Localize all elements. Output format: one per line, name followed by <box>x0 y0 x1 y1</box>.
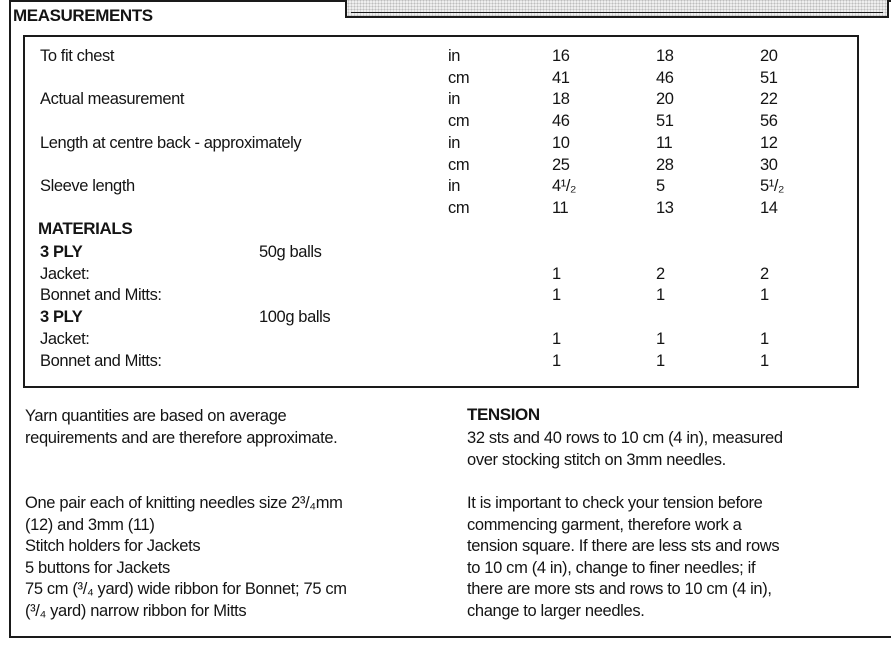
tension-advice <box>467 493 779 623</box>
measurement-row <box>25 134 857 156</box>
measurement-label: Sleeve length <box>40 177 135 196</box>
measurement-row <box>25 199 857 221</box>
quantity-value: 2 <box>760 264 769 283</box>
unit-label: cm <box>448 155 470 174</box>
quantity-value: 1 <box>656 351 665 370</box>
size-value: 18 <box>656 47 674 65</box>
size-value: 22 <box>760 90 778 109</box>
size-value: 28 <box>656 155 674 174</box>
size-value: 20 <box>656 90 674 109</box>
quantity-value: 1 <box>552 264 561 283</box>
size-value: 46 <box>656 68 674 87</box>
size-value: 20 <box>760 47 778 65</box>
quantity-value: 1 <box>552 329 561 348</box>
material-row <box>25 243 857 265</box>
material-row <box>25 352 857 374</box>
tension-text <box>467 428 783 471</box>
equipment-list <box>25 493 347 623</box>
material-row <box>25 308 857 330</box>
size-value: 25 <box>552 155 570 174</box>
quantity-value: 1 <box>656 329 665 348</box>
size-value: 16 <box>552 47 570 65</box>
size-value: 13 <box>656 198 674 217</box>
size-value: 12 <box>760 133 778 152</box>
size-value: 51 <box>760 68 778 87</box>
unit-label: cm <box>448 112 470 131</box>
quantity-value: 1 <box>760 351 769 370</box>
quantity-value: 2 <box>656 264 665 283</box>
yarn-note-line: requirements and are therefore approximate. <box>25 428 338 447</box>
measurement-label: Actual measurement <box>40 90 185 109</box>
unit-label: cm <box>448 198 470 217</box>
measurement-label: To fit chest <box>40 47 115 65</box>
material-row <box>25 286 857 308</box>
tension-advice-line: tension square. If there are less sts and rows <box>467 537 780 556</box>
equipment-line: Stitch holders for Jackets <box>25 537 201 556</box>
material-label: 3 PLY <box>40 308 83 327</box>
measurement-label: Length at centre back - approximately <box>40 133 302 152</box>
measurement-row <box>25 90 857 112</box>
unit-label: in <box>448 133 461 152</box>
yarn-note-line: Yarn quantities are based on average <box>25 407 287 425</box>
size-value: 18 <box>552 90 570 109</box>
size-value: 10 <box>552 133 570 152</box>
material-label: 3 PLY <box>40 243 83 261</box>
size-value: 14 <box>760 198 778 217</box>
tension-advice-line: commencing garment, therefore work a <box>467 515 742 534</box>
quantity-value: 1 <box>760 286 769 305</box>
measurement-row <box>25 177 857 199</box>
material-row <box>25 330 857 352</box>
equipment-line: 75 cm (³/₄ yard) wide ribbon for Bonnet; 75 cm <box>25 580 347 599</box>
size-value: 46 <box>552 112 570 131</box>
quantity-value: 1 <box>552 351 561 370</box>
ball-size-label: 100g balls <box>259 308 331 327</box>
tension-advice-line: to 10 cm (4 in), change to finer needles; if <box>467 558 756 577</box>
ball-size-label: 50g balls <box>259 243 322 261</box>
size-value: 30 <box>760 155 778 174</box>
measurements-heading: MEASUREMENTS <box>13 6 153 25</box>
size-value: 5 <box>656 177 665 196</box>
material-label: Jacket: <box>40 329 90 348</box>
tension-advice-line: change to larger needles. <box>467 601 645 620</box>
quantity-value: 1 <box>760 329 769 348</box>
unit-label: in <box>448 90 461 109</box>
measurement-row <box>25 112 857 134</box>
material-row <box>25 265 857 287</box>
size-value: 4¹/₂ <box>552 177 577 196</box>
quantity-value: 1 <box>552 286 561 305</box>
tension-text-line: 32 sts and 40 rows to 10 cm (4 in), measured <box>467 429 783 447</box>
measurement-row <box>25 69 857 91</box>
equipment-line: (³/₄ yard) narrow ribbon for Mitts <box>25 601 247 620</box>
measurement-row <box>25 156 857 178</box>
size-value: 5¹/₂ <box>760 177 785 196</box>
measurement-row <box>25 47 857 69</box>
material-label: Bonnet and Mitts: <box>40 286 162 305</box>
equipment-line: (12) and 3mm (11) <box>25 515 155 534</box>
quantity-value: 1 <box>656 286 665 305</box>
tension-advice-line: there are more sts and rows to 10 cm (4 in), <box>467 580 772 599</box>
tension-advice-line: It is important to check your tension before <box>467 494 763 512</box>
size-value: 41 <box>552 68 570 87</box>
material-label: Bonnet and Mitts: <box>40 351 162 370</box>
tension-heading: TENSION <box>467 405 540 424</box>
unit-label: in <box>448 177 461 196</box>
size-value: 11 <box>656 133 673 152</box>
yarn-note <box>25 406 337 449</box>
equipment-line: One pair each of knitting needles size 2³/₄mm <box>25 494 343 512</box>
size-value: 56 <box>760 112 778 131</box>
size-value: 11 <box>552 198 569 217</box>
materials-heading: MATERIALS <box>38 219 133 238</box>
size-value: 51 <box>656 112 674 131</box>
unit-label: cm <box>448 68 470 87</box>
measurements-materials-box <box>23 35 859 388</box>
equipment-line: 5 buttons for Jackets <box>25 558 170 577</box>
unit-label: in <box>448 47 461 65</box>
tension-text-line: over stocking stitch on 3mm needles. <box>467 450 726 469</box>
material-label: Jacket: <box>40 264 90 283</box>
